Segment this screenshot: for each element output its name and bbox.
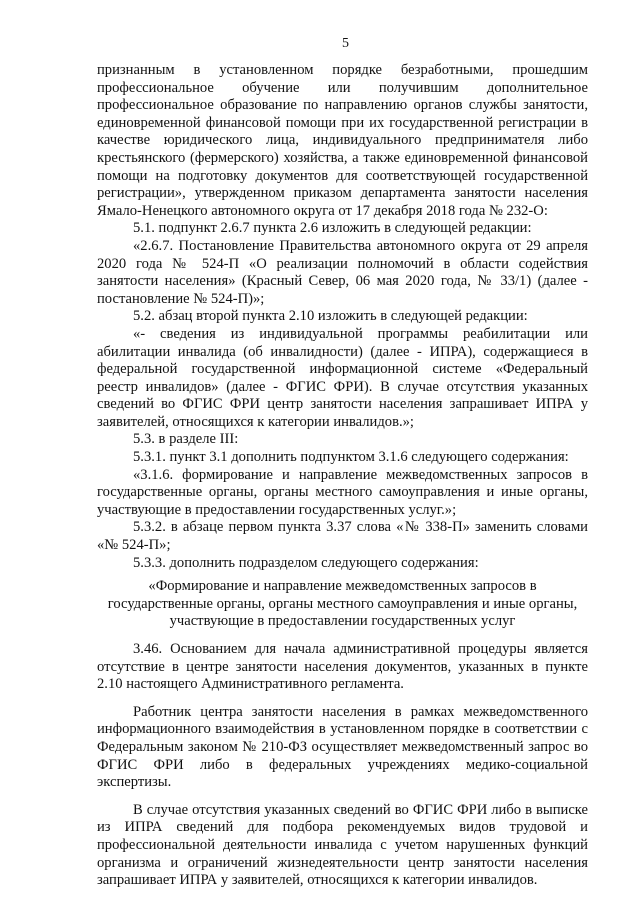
paragraph-5-2: 5.2. абзац второй пункта 2.10 изложить в следующей редакции: xyxy=(133,308,528,325)
paragraph-absence-of-data: В случае отсутствия указанных сведений во ФГИС ФРИ либо в выписке из ИПРА сведений для подбора рекомендуемых видов трудовой и профессиональной деятельности инвалида с учетом нарушенных функций организма и ограничений жизнедеятельности центр занятости населения запрашивает ИПРА у заявителей, относящихся к категории инвалидов. xyxy=(97,801,588,889)
page-number: 5 xyxy=(342,36,349,51)
paragraph-continuation: признанным в установленном порядке безработными, прошедшим профессиональное обучение или получившим дополнительное профессиональное образование по направлению органов службы занятости, единовременной финансовой помощи при их государственной регистрации в качестве юридического лица, индивидуального предпринимателя либо крестьянского (фермерского) хозяйства, а также единовременной финансовой помощи на подготовку документов для соответствующей государственной регистрации», утвержденном приказом департамента занятости населения Ямало-Ненецкого автономного округа от 17 декабря 2018 года № 232-О: xyxy=(97,62,588,219)
paragraph-3-1-6-quote: «3.1.6. формирование и направление межведомственных запросов в государственные органы, органы местного самоуправления и иные органы, участвующие в предоставлении государственных услуг.»; xyxy=(97,466,588,518)
paragraph-2-10-quote: «- сведения из индивидуальной программы реабилитации или абилитации инвалида (об инвалидности) (далее - ИПРА), содержащиеся в федеральной государственной информационной системе «Федеральный реестр инвалидов» (далее - ФГИС ФРИ). В случае отсутствия указанных сведений во ФГИС ФРИ центр занятости населения запрашивает ИПРА у заявителей, относящихся к категории инвалидов.»; xyxy=(97,325,588,430)
paragraph-5-3-3: 5.3.3. дополнить подразделом следующего содержания: xyxy=(133,554,479,571)
paragraph-5-3-2: 5.3.2. в абзаце первом пункта 3.37 слова «№ 338-П» заменить словами «№ 524-П»; xyxy=(97,519,588,554)
paragraph-2-6-7-quote: «2.6.7. Постановление Правительства автономного округа от 29 апреля 2020 года № 524-П «О реализации полномочий в области содействия занятости населения» (Красный Север, 06 мая 2020 года, № 33/1) (далее - постановление № 524-П)»; xyxy=(97,237,588,307)
subsection-heading: «Формирование и направление межведомственных запросов в государственные органы, органы местного самоуправления и иные органы, участвующие в предоставлении государственных услуг xyxy=(107,578,578,630)
paragraph-5-1: 5.1. подпункт 2.6.7 пункта 2.6 изложить в следующей редакции: xyxy=(133,220,532,237)
paragraph-5-3: 5.3. в разделе III: xyxy=(133,431,239,448)
paragraph-3-46: 3.46. Основанием для начала административной процедуры является отсутствие в центре занятости населения документов, указанных в пункте 2.10 настоящего Административного регламента. xyxy=(97,641,588,693)
paragraph-5-3-1: 5.3.1. пункт 3.1 дополнить подпунктом 3.1.6 следующего содержания: xyxy=(133,449,569,466)
paragraph-interagency-request: Работник центра занятости населения в рамках межведомственного информационного взаимодействия в установленном порядке в соответствии с Федеральным законом № 210-ФЗ осуществляет межведомственный запрос во ФГИС ФРИ либо в федеральных учреждениях медико-социальной экспертизы. xyxy=(97,703,588,791)
